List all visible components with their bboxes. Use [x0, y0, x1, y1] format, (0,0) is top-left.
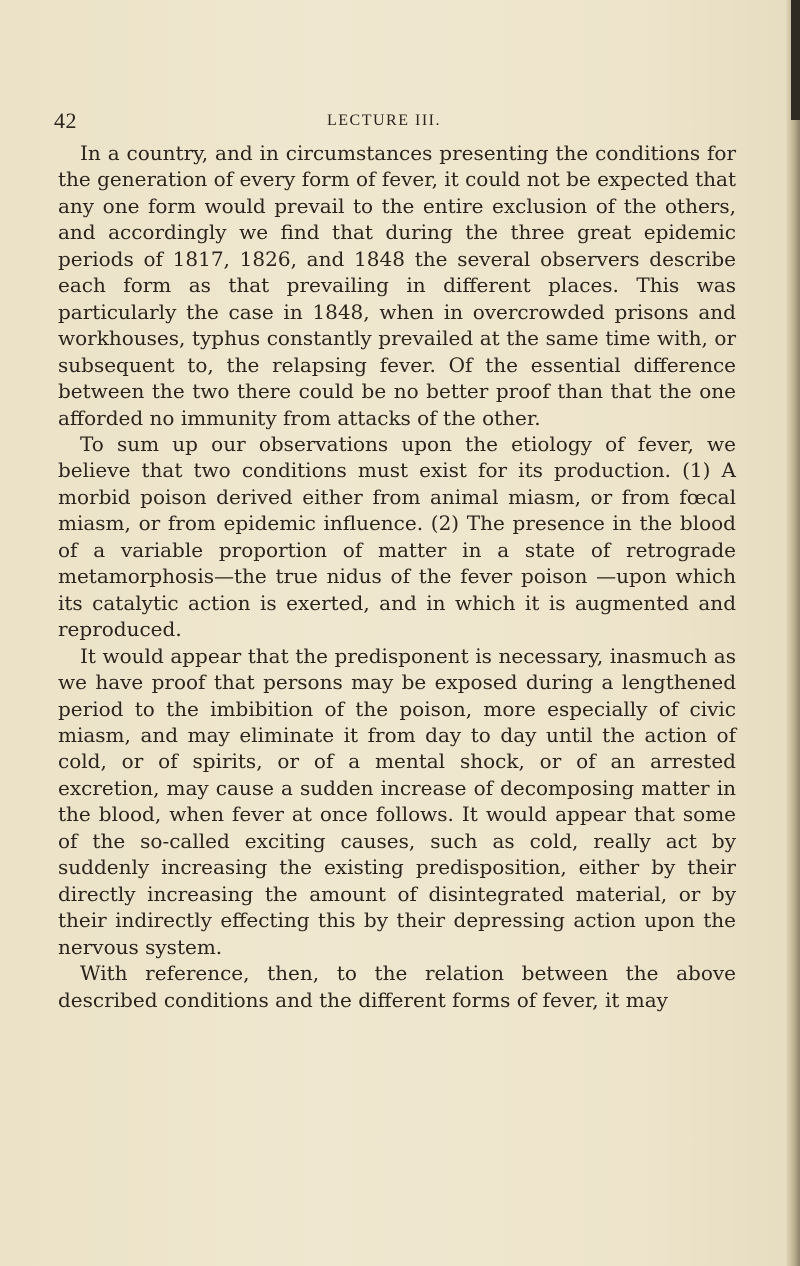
- page-number: 42: [54, 108, 77, 133]
- paragraph: In a country, and in circumstances presenting the conditions for the generation of every form of fever, it could not be expected that any one form would prevail to the entire exclusion of the others, and accordingly we find that during the three great epidemic periods of 1817, 1826, and 1848 the several observers describe each form as that prevailing in different places. This was particularly the case in 1848, when in overcrowded prisons and workhouses, typhus constantly prevailed at the same time with, or subsequent to, the relapsing fever. Of the essential difference between the two there could be no better proof than that the one afforded no immunity from attacks of the other.: [58, 141, 736, 430]
- paragraph: To sum up our observations upon the etiology of fever, we believe that two conditions must exist for its production. (1) A morbid poison derived either from animal miasm, or from fœcal miasm, or from epidemic influence. (2) The presence in the blood of a variable proportion of matter in a state of retrograde metamorphosis—the true nidus of the fever poison —upon which its catalytic action is exerted, and in which it is augmented and reproduced.: [58, 431, 736, 642]
- paragraph: It would appear that the predisponent is necessary, inasmuch as we have proof that persons may be exposed during a lengthened period to the imbibition of the poison, more especially of civic miasm, and may eliminate it from day to day until the action of cold, or of spirits, or of a mental shock, or of an arrested excretion, may cause a sudden increase of decomposing matter in the blood, when fever at once follows. It would appear that some of the so-called exciting causes, such as cold, really act by suddenly increasing the existing predisposition, either by their directly increasing the amount of disintegrated material, or by their indirectly effecting this by their depressing action upon the nervous system.: [58, 643, 736, 959]
- body-text: [58, 140, 736, 1013]
- page-header: [54, 108, 714, 138]
- paragraph: With reference, then, to the relation between the above described conditions and the different forms of fever, it may: [58, 961, 736, 1012]
- page-edge-shadow: [786, 0, 800, 1266]
- running-head: LECTURE III.: [327, 112, 441, 129]
- page-edge-dark: [791, 0, 800, 120]
